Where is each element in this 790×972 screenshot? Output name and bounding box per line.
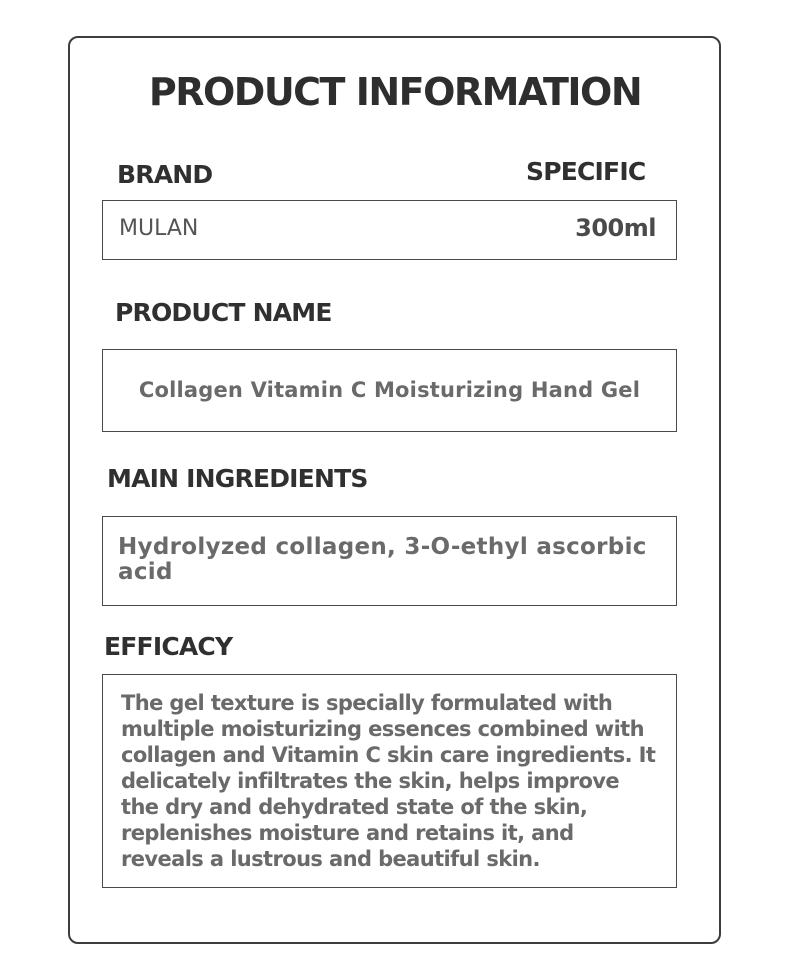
specific-label: SPECIFIC [526, 157, 646, 186]
product-name-value: Collagen Vitamin C Moisturizing Hand Gel [138, 378, 641, 402]
brand-label: BRAND [117, 160, 213, 189]
product-name-label: PRODUCT NAME [115, 298, 332, 327]
efficacy-value: The gel texture is specially formulated with multiple moisturizing essences combined with collagen and Vitamin C skin care ingredients. It delicately infiltrates the skin, helps improve the dry and dehydrated state of the skin, replenishes moisture and retains it, and reveals a lustrous and beautiful skin. [121, 691, 656, 871]
brand-value: MULAN [119, 216, 199, 241]
main-ingredients-label: MAIN INGREDIENTS [107, 464, 368, 493]
main-ingredients-value: Hydrolyzed collagen, 3-O-ethyl ascorbic acid [118, 534, 647, 585]
page-title: PRODUCT INFORMATION [148, 70, 642, 114]
efficacy-label: EFFICACY [104, 632, 233, 661]
specific-value: 300ml [575, 214, 656, 242]
